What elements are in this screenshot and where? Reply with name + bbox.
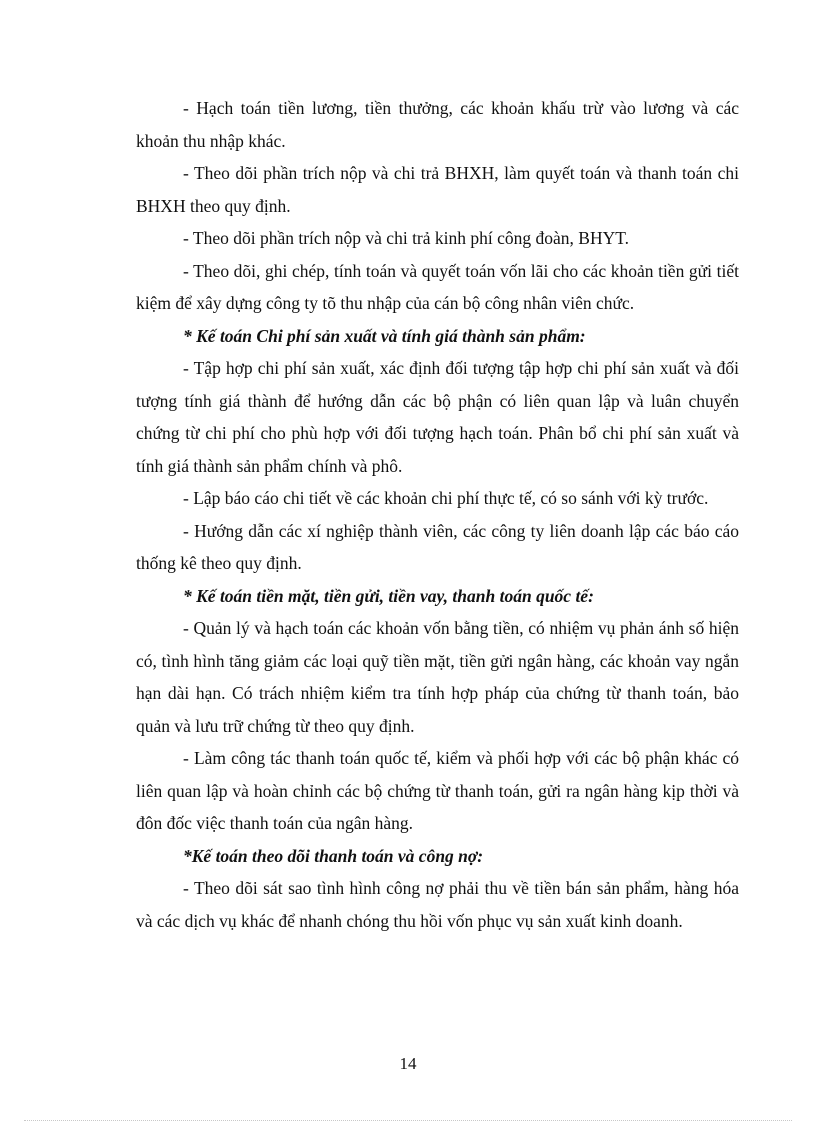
bullet-statistics-guidance: - Hướng dẫn các xí nghiệp thành viên, các công ty liên doanh lập các báo cáo thống kê theo quy định. xyxy=(136,520,739,573)
bullet-receivables-tracking: - Theo dõi sát sao tình hình công nợ phải thu về tiền bán sản phẩm, hàng hóa và các dịch vụ khác để nhanh chóng thu hồi vốn phục vụ sản xuất kinh doanh. xyxy=(136,878,739,931)
bullet-savings-interest: - Theo dõi, ghi chép, tính toán và quyết toán vốn lãi cho các khoản tiền gửi tiết kiệm để xây dựng công ty tõ thu nhập của cán bộ công nhân viên chức. xyxy=(136,260,739,313)
body-text xyxy=(136,92,739,937)
heading-cash-deposits-loans: * Kế toán tiền mặt, tiền gửi, tiền vay, thanh toán quốc tế: xyxy=(183,585,594,606)
page-number: 14 xyxy=(399,1054,417,1073)
bullet-cost-aggregation: - Tập hợp chi phí sản xuất, xác định đối tượng tập hợp chi phí sản xuất và đối tượng tính giá thành để hướng dẫn các bộ phận có liên quan lập và luân chuyển chứng từ chi phí cho phù hợp với đối tượng hạch toán. Phân bổ chi phí sản xuất và tính giá thành sản phẩm chính và phô. xyxy=(136,358,739,476)
heading-production-cost: * Kế toán Chi phí sản xuất và tính giá thành sản phẩm: xyxy=(183,325,586,346)
bullet-social-insurance: - Theo dõi phần trích nộp và chi trả BHXH, làm quyết toán và thanh toán chi BHXH theo quy định. xyxy=(136,163,739,216)
bullet-payroll-accounting: - Hạch toán tiền lương, tiền thưởng, các khoản khấu trừ vào lương và các khoản thu nhập khác. xyxy=(136,98,739,151)
bullet-union-fees: - Theo dõi phần trích nộp và chi trả kinh phí công đoàn, BHYT. xyxy=(183,228,629,248)
footer-divider xyxy=(24,1120,792,1121)
bullet-international-payment: - Làm công tác thanh toán quốc tế, kiểm và phối hợp với các bộ phận khác có liên quan lập và hoàn chỉnh các bộ chứng từ thanh toán, gửi ra ngân hàng kịp thời và đôn đốc việc thanh toán của ngân hàng. xyxy=(136,748,739,833)
heading-payables-receivables: *Kế toán theo dõi thanh toán và công nợ: xyxy=(183,845,484,866)
bullet-cash-management: - Quản lý và hạch toán các khoản vốn bằng tiền, có nhiệm vụ phản ánh số hiện có, tình hình tăng giảm các loại quỹ tiền mặt, tiền gửi ngân hàng, các khoản vay ngắn hạn dài hạn. Có trách nhiệm kiểm tra tính hợp pháp của chứng từ thanh toán, bảo quản và lưu trữ chứng từ theo quy định. xyxy=(136,618,739,736)
bullet-cost-report: - Lập báo cáo chi tiết về các khoản chi phí thực tế, có so sánh với kỳ trước. xyxy=(183,488,709,508)
